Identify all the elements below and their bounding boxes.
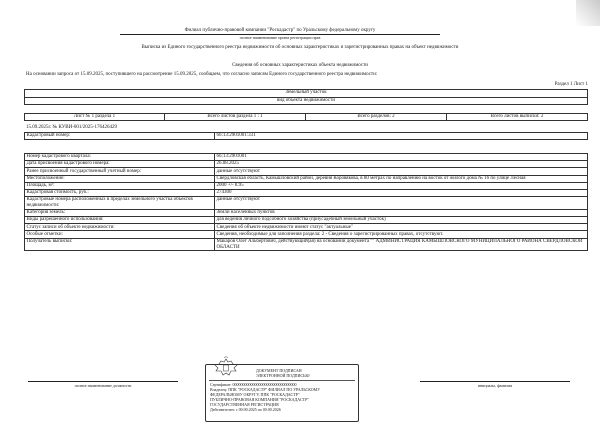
scan-corner-shadow (576, 0, 600, 26)
characteristic-value: данные отсутствуют (215, 168, 588, 175)
characteristic-value: 26.08.2025 (215, 161, 588, 168)
characteristic-value: 66:13:2901001 (215, 154, 588, 161)
document-subtitle: Сведения об основных характеристиках объекта недвижимости (232, 63, 368, 68)
characteristic-row (25, 168, 588, 175)
characteristic-value: Сведения об объекте недвижимости имеют статус "актуальные" (215, 224, 588, 231)
characteristic-label: Кадастровые номера расположенных в пределах земельного участка объектов недвижимости: (25, 197, 215, 210)
organization-name: Филиал публично-правовой компании "Роскадастр" по Уральскому федеральному округу (120, 28, 440, 35)
sheet-number: Лист № 1 раздела 1 (25, 114, 165, 121)
characteristic-row (25, 154, 588, 161)
stamp-line: Владелец: ППК "РОСКАДАСТР" ФИЛИАЛ ПО УРАЛЬСКОМУ (210, 387, 321, 392)
object-type-table (24, 89, 588, 105)
characteristic-label: Номер кадастрового квартала: (25, 154, 215, 161)
characteristic-value: Сведения, необходимые для заполнения раздела: 2 - Сведения о зарегистрированных правах, отсутствуют. (215, 231, 588, 238)
sheets-in-section: Всего листов раздела 1 : 1 (165, 114, 306, 121)
organization-caption: полное наименование органа регистрации прав (239, 35, 321, 40)
characteristic-value: Свердловская область, Камышловский район, деревня Коровякова, в 80 метрах по направлению на восток от жилого дома № 16 по улице Лесная (215, 175, 588, 182)
characteristic-row (25, 217, 588, 224)
stamp-line: Действителен: с 00.00.2025 по 00.00.2026 (210, 407, 281, 412)
characteristic-label: Ранее присвоенный государственный учетный номер: (25, 168, 215, 175)
name-line (420, 381, 570, 382)
request-line: На основании запроса от 15.09.2025, поступившего на рассмотрение 15.09.2025, сообщаем, что согласно записям Единого государственного реестра недвижимости: (26, 72, 378, 77)
characteristic-label: Кадастровая стоимость, руб.: (25, 189, 215, 196)
characteristic-row (25, 238, 588, 251)
characteristic-row (25, 197, 588, 210)
characteristic-row (25, 209, 588, 216)
section-label: Раздел 1 Лист 1 (554, 82, 588, 87)
stamp-line: ФЕДЕРАЛЬНОМУ ОКРУГУ, ППК "РОСКАДАСТР" (210, 392, 300, 397)
characteristic-label: Местоположение: (25, 175, 215, 182)
stamp-title-2: ЭЛЕКТРОННОЙ ПОДПИСЬЮ (256, 373, 310, 378)
characteristic-value: Макаров Олег Альбертович, действующий(ая) на основании документа "" АДМИНИСТРАЦИЯ КАМЫШЛОВСКОГО МУНИЦИПАЛЬНОГО РАЙОНА СВЕРДЛОВСКОЙ ОБЛАСТИ (215, 238, 588, 251)
characteristic-row (25, 182, 588, 189)
document-date-number: 15.09.2025г. № КУВИ-001/2025-176426429 (26, 125, 117, 130)
total-sections: Всего разделов: 2 (306, 114, 447, 121)
characteristic-label: Статус записи об объекте недвижимости: (25, 224, 215, 231)
sheet-info-table (24, 113, 588, 121)
cadastral-number-table (24, 132, 588, 140)
object-type: Земельный участок (25, 90, 588, 98)
characteristic-value: для ведения личного подсобного хозяйства (приусадебный земельный участок) (215, 217, 588, 224)
characteristic-label: Особые отметки: (25, 231, 215, 238)
characteristic-row (25, 231, 588, 238)
characteristic-row (25, 175, 588, 182)
cadastral-number-label: Кадастровый номер: (25, 133, 215, 140)
characteristic-row (25, 224, 588, 231)
stamp-line: ПУБЛИЧНО-ПРАВОВАЯ КОМПАНИЯ "РОСКАДАСТР" (210, 397, 309, 402)
characteristic-row (25, 189, 588, 196)
characteristic-label: Категория земель: (25, 209, 215, 216)
characteristic-label: Виды разрешенного использования: (25, 217, 215, 224)
coat-of-arms-icon (213, 356, 239, 380)
position-caption: полное наименование должности (74, 383, 132, 388)
total-sheets: Всего листов выписки: 2 (447, 114, 588, 121)
document-title: Выписка из Единого государственного реестра недвижимости об основных характеристиках и зарегистрированных правах на объект недвижимости (141, 45, 459, 50)
characteristic-label: Дата присвоения кадастрового номера: (25, 161, 215, 168)
stamp-divider (209, 380, 355, 381)
characteristic-value: Земли населенных пунктов (215, 209, 588, 216)
stamp-details (210, 382, 356, 412)
characteristic-label: Получатель выписки: (25, 238, 215, 251)
stamp-line: ГОСУДАРСТВЕННАЯ РЕГИСТРАЦИЯ (210, 402, 279, 407)
object-type-caption: вид объекта недвижимости (25, 97, 588, 105)
name-caption: инициалы, фамилия (477, 383, 513, 388)
position-line (28, 381, 178, 382)
characteristic-value: 2000 +/- 8.95 (215, 182, 588, 189)
characteristic-value: данные отсутствуют (215, 197, 588, 210)
characteristics-table (24, 153, 588, 251)
cadastral-number-value: 66:13:2901001:331 (215, 133, 588, 140)
characteristic-value: 274300 (215, 189, 588, 196)
stamp-title-1: ДОКУМЕНТ ПОДПИСАН (256, 368, 302, 373)
stamp-line: Сертификат: 00000000000000000000000000000000 (210, 382, 297, 387)
characteristic-label: Площадь, м²: (25, 182, 215, 189)
characteristic-row (25, 161, 588, 168)
